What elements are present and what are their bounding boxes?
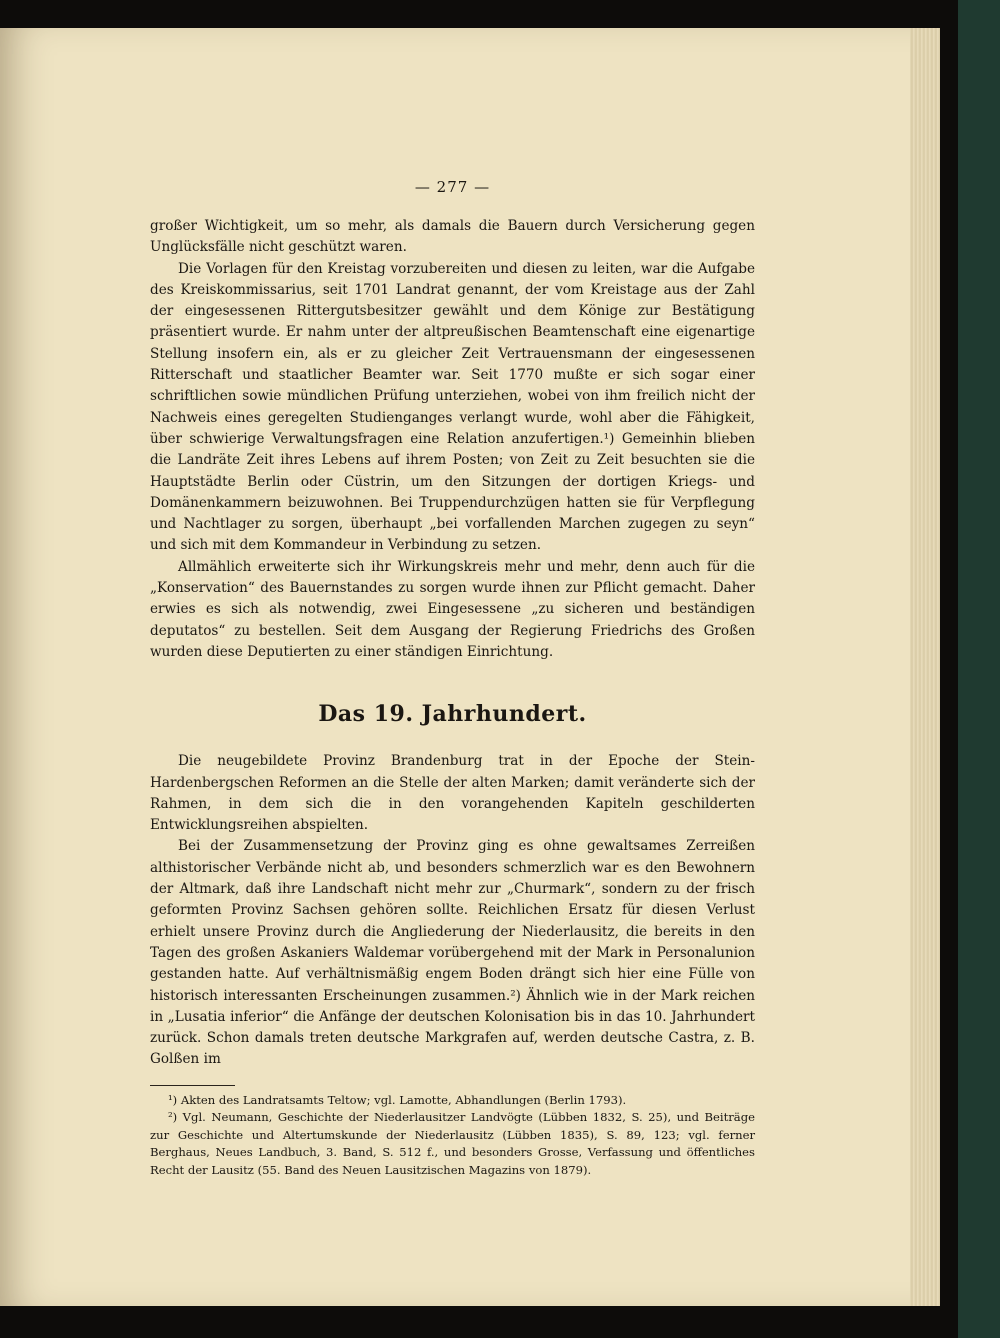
paragraph-4: Die neugebildete Provinz Brandenburg trat in der Epoche der Stein-Hardenbergschen Reformen an die Stelle der alten Marken; damit veränderte sich der Rahmen, in dem sich die in den vorangehenden Kapiteln geschilderten Entwicklungsreihen abspielten.: [150, 753, 755, 834]
paragraph-3: Allmählich erweiterte sich ihr Wirkungskreis mehr und mehr, denn auch für die „Konservation“ des Bauernstandes zu sorgen wurde ihnen zur Pflicht gemacht. Daher erwies es sich als notwendig, zwei Eingesessene „zu sicheren und beständigen deputatos“ zu bestellen. Seit dem Ausgang der Regierung Friedrichs des Großen wurden diese Deputierten zu einer ständigen Einrichtung.: [150, 558, 755, 660]
page-content: [150, 178, 755, 1179]
paragraph-1: großer Wichtigkeit, um so mehr, als damals die Bauern durch Versicherung gegen Unglücksfälle nicht geschützt waren.: [150, 218, 755, 256]
footnote-rule: [150, 1085, 235, 1086]
footnote-2: ²) Vgl. Neumann, Geschichte der Niederlausitzer Landvögte (Lübben 1832, S. 25), und Beiträge zur Geschichte und Altertumskunde der Niederlausitz (Lübben 1835), S. 89, 123; vgl. ferner Berghaus, Neues Landbuch, 3. Band, S. 512 f., und besonders Grosse, Verfassung und öffentliches Recht der Lausitz (55. Band des Neuen Lausitzischen Magazins von 1879).: [150, 1110, 755, 1177]
page-fore-edge: [910, 28, 940, 1306]
paragraph-5: Bei der Zusammensetzung der Provinz ging es ohne gewaltsames Zerreißen althistorischer Verbände nicht ab, und besonders schmerzlich war es den Bewohnern der Altmark, daß ihre Landschaft nicht mehr zur „Churmark“, sondern zu der frisch geformten Provinz Sachsen gehören sollte. Reichlichen Ersatz für diesen Verlust erhielt unsere Provinz durch die Angliederung der Niederlausitz, die bereits in den Tagen des großen Askaniers Waldemar vorübergehend mit der Mark in Personalunion gestanden hatte. Auf verhältnismäßig engem Boden drängt sich hier eine Fülle von historisch interessanten Erscheinungen zusammen.²) Ähnlich wie in der Mark reichen in „Lusatia inferior“ die Anfänge der deutschen Kolonisation bis in das 10. Jahrhundert zurück. Schon damals treten deutsche Markgrafen auf, werden deutsche Castra, z. B. Golßen im: [150, 838, 755, 1068]
page-number: — 277 —: [414, 178, 491, 196]
section-heading: Das 19. Jahrhundert.: [318, 701, 587, 728]
paragraph-2: Die Vorlagen für den Kreistag vorzubereiten und diesen zu leiten, war die Aufgabe des Kreiskommissarius, seit 1701 Landrat genannt, der vom Kreistage aus der Zahl der eingesessenen Rittergutsbesitzer gewählt und dem Könige zur Bestätigung präsentiert wurde. Er nahm unter der altpreußischen Beamtenschaft eine eigenartige Stellung insofern ein, als er zu gleicher Zeit Vertrauensmann der eingesessenen Ritterschaft und staatlicher Beamter war. Seit 1770 mußte er sich sogar einer schriftlichen sowie mündlichen Prüfung unterziehen, wobei von ihm freilich nicht der Nachweis eines geregelten Studienganges verlangt wurde, wohl aber die Fähigkeit, über schwierige Verwaltungsfragen eine Relation anzufertigen.¹) Gemeinhin blieben die Landräte Zeit ihres Lebens auf ihrem Posten; von Zeit zu Zeit besuchten sie die Hauptstädte Berlin oder Cüstrin, um den Sitzungen der dortigen Kriegs- und Domänenkammern beizuwohnen. Bei Truppendurchzügen hatten sie für Verpflegung und Nachtlager zu sorgen, überhaupt „bei vorfallenden Marchen zugegen zu seyn“ und sich mit dem Kommandeur in Verbindung zu setzen.: [150, 260, 755, 554]
footnote-1: ¹) Akten des Landratsamts Teltow; vgl. Lamotte, Abhandlungen (Berlin 1793).: [168, 1092, 627, 1107]
book-page: [0, 28, 940, 1306]
book-cover-edge: [958, 0, 1000, 1338]
